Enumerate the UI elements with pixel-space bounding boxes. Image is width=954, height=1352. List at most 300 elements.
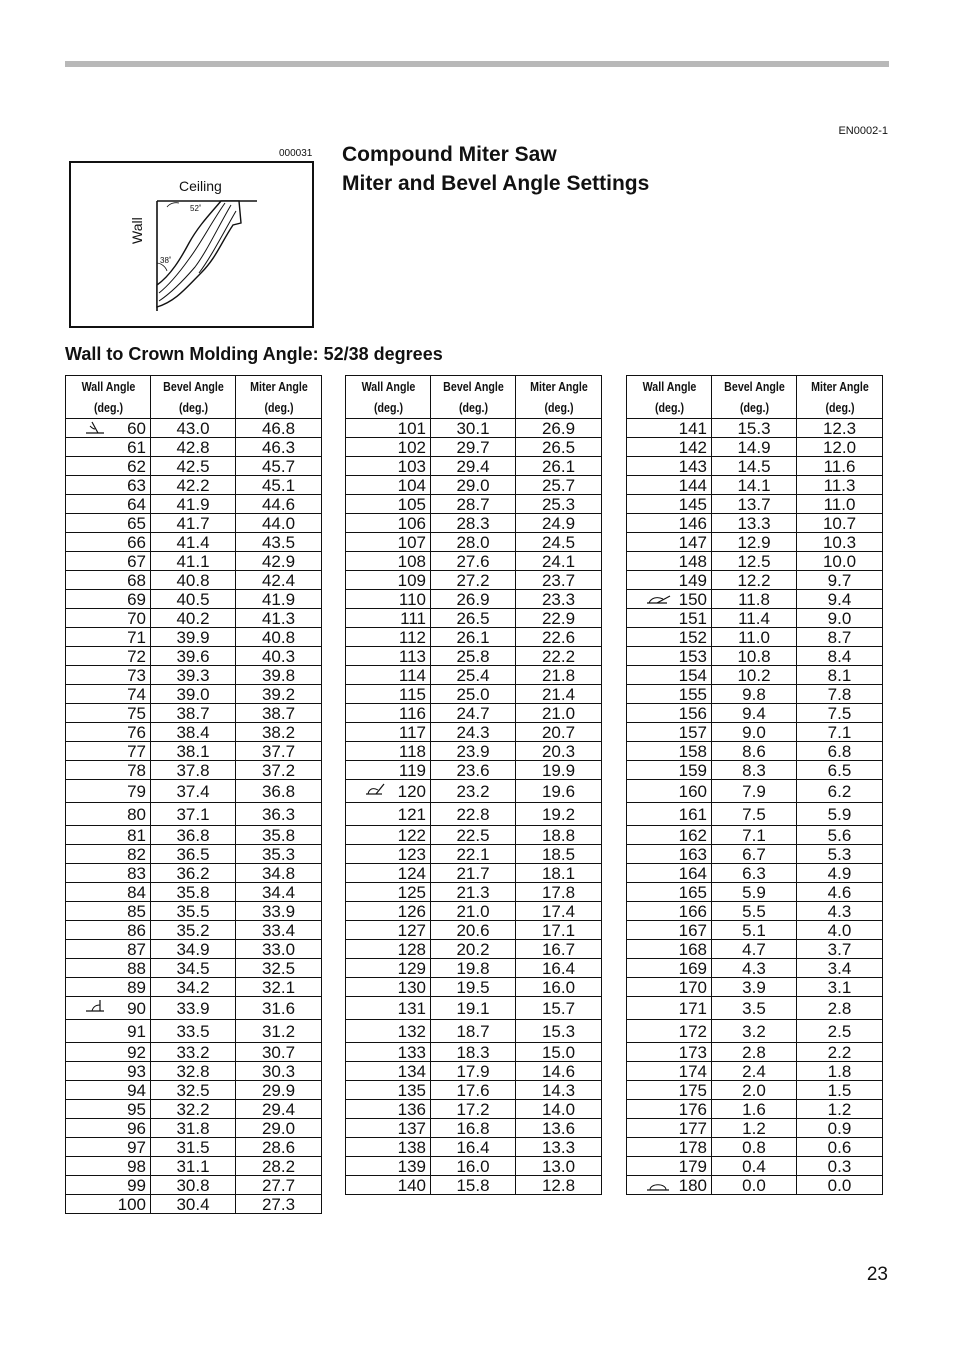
table-row: [66, 590, 322, 609]
wall-angle-cell: [66, 1176, 151, 1195]
header-unit: (deg.): [93, 400, 123, 415]
wall-angle-cell: [66, 864, 151, 883]
table-row: [346, 666, 602, 685]
wall-angle-value: 71: [127, 627, 146, 647]
wall-angle-value: 75: [127, 703, 146, 723]
wall-angle-value: 131: [397, 998, 426, 1018]
wall-angle-cell: [66, 704, 151, 723]
miter-angle-cell: 28.6: [236, 1138, 322, 1157]
table-row: [346, 647, 602, 666]
wall-angle-value: 129: [397, 958, 426, 978]
wall-angle-value: 80: [127, 804, 146, 824]
wall-angle-cell: [66, 628, 151, 647]
miter-angle-cell: 40.3: [236, 647, 322, 666]
wall-angle-cell: [627, 723, 712, 742]
miter-angle-cell: 11.3: [797, 476, 883, 495]
wall-angle-value: 166: [678, 901, 707, 921]
wall-angle-cell: [66, 571, 151, 590]
bevel-angle-cell: 32.8: [151, 1062, 236, 1081]
bevel-angle-cell: 20.2: [431, 940, 516, 959]
table-row: [66, 1081, 322, 1100]
wall-angle-cell: [346, 1157, 431, 1176]
table-row: [627, 514, 883, 533]
miter-angle-cell: 32.1: [236, 978, 322, 997]
wall-angle-cell: [627, 1176, 712, 1195]
table-row: [346, 514, 602, 533]
miter-angle-cell: 30.3: [236, 1062, 322, 1081]
miter-angle-cell: 43.5: [236, 533, 322, 552]
wall-angle-cell: [66, 666, 151, 685]
bevel-angle-cell: 12.2: [712, 571, 797, 590]
wall-angle-value: 116: [398, 703, 426, 723]
table-row: [346, 883, 602, 902]
miter-angle-cell: 45.1: [236, 476, 322, 495]
miter-angle-cell: 34.8: [236, 864, 322, 883]
table-row: [627, 803, 883, 826]
table-row: [346, 761, 602, 780]
section-subtitle: Wall to Crown Molding Angle: 52/38 degrees: [65, 344, 443, 364]
wall-angle-value: 90: [127, 998, 146, 1018]
table-row: [346, 1100, 602, 1119]
table-row: [627, 902, 883, 921]
miter-angle-cell: 26.5: [516, 438, 602, 457]
miter-angle-cell: 9.4: [797, 590, 883, 609]
header-label: Wall Angle: [361, 379, 415, 394]
miter-angle-cell: 0.3: [797, 1157, 883, 1176]
wall-angle-value: 89: [127, 977, 146, 997]
table-row: [346, 742, 602, 761]
bevel-angle-cell: 31.5: [151, 1138, 236, 1157]
table-row: [346, 723, 602, 742]
miter-angle-cell: 10.3: [797, 533, 883, 552]
bevel-angle-cell: 39.9: [151, 628, 236, 647]
bevel-angle-cell: 33.5: [151, 1020, 236, 1043]
header-unit: (deg.): [263, 400, 294, 415]
bevel-angle-cell: 29.0: [431, 476, 516, 495]
wall-angle-value: 143: [678, 456, 707, 476]
miter-angle-cell: 0.0: [797, 1176, 883, 1195]
wall-angle-cell: [627, 902, 712, 921]
wall-angle-value: 149: [678, 570, 707, 590]
wall-angle-value: 174: [678, 1061, 707, 1081]
wall-angle-value: 162: [678, 825, 707, 845]
miter-angle-cell: 2.2: [797, 1043, 883, 1062]
bevel-angle-cell: 12.5: [712, 552, 797, 571]
header-label: Miter Angle: [529, 379, 588, 394]
page-number: 23: [866, 1264, 888, 1285]
miter-angle-cell: 37.7: [236, 742, 322, 761]
wall-angle-cell: [346, 552, 431, 571]
miter-angle-cell: 2.8: [797, 997, 883, 1020]
wall-angle-value: 133: [397, 1042, 426, 1062]
miter-angle-cell: 12.8: [516, 1176, 602, 1195]
miter-angle-cell: 39.8: [236, 666, 322, 685]
wall-angle-cell: [627, 571, 712, 590]
wall-angle-cell: [627, 1157, 712, 1176]
wall-angle-value: 101: [397, 418, 426, 438]
wall-angle-cell: [66, 590, 151, 609]
wall-angle-cell: [346, 647, 431, 666]
miter-angle-cell: 45.7: [236, 457, 322, 476]
bevel-angle-cell: 3.9: [712, 978, 797, 997]
bevel-angle-cell: 34.2: [151, 978, 236, 997]
wall-angle-value: 79: [127, 781, 146, 801]
top-rule: [65, 61, 889, 67]
wall-angle-value: 134: [397, 1061, 426, 1081]
bevel-angle-cell: 30.1: [431, 419, 516, 438]
wall-angle-cell: [66, 419, 151, 438]
wall-angle-cell: [346, 419, 431, 438]
table-row: [66, 1020, 322, 1043]
wall-angle-value: 110: [398, 589, 426, 609]
table-row: [66, 609, 322, 628]
miter-angle-cell: 15.0: [516, 1043, 602, 1062]
wall-angle-value: 126: [397, 901, 426, 921]
table-row: [346, 780, 602, 803]
wall-angle-cell: [66, 761, 151, 780]
wall-angle-value: 102: [397, 437, 426, 457]
bevel-angle-cell: 30.4: [151, 1195, 236, 1214]
table-row: [346, 803, 602, 826]
bevel-angle-cell: 12.9: [712, 533, 797, 552]
wall-angle-value: 150: [678, 589, 707, 609]
table-row: [627, 552, 883, 571]
header-unit: (deg.): [178, 400, 208, 415]
wall-angle-value: 156: [678, 703, 707, 723]
wall-angle-cell: [346, 978, 431, 997]
wall-angle-value: 62: [127, 456, 146, 476]
miter-angle-cell: 41.3: [236, 609, 322, 628]
bevel-angle-cell: 24.3: [431, 723, 516, 742]
table-row: [66, 826, 322, 845]
miter-angle-cell: 8.7: [797, 628, 883, 647]
wall-angle-cell: [627, 590, 712, 609]
bevel-angle-cell: 22.5: [431, 826, 516, 845]
wall-angle-cell: [627, 845, 712, 864]
wall-angle-value: 139: [397, 1156, 426, 1176]
wall-angle-value: 115: [398, 684, 426, 704]
miter-angle-cell: 13.0: [516, 1157, 602, 1176]
wall-angle-value: 112: [398, 627, 426, 647]
wall-angle-cell: [627, 666, 712, 685]
wall-angle-cell: [346, 438, 431, 457]
table-row: [346, 476, 602, 495]
table-row: [627, 1138, 883, 1157]
wall-angle-value: 118: [398, 741, 426, 761]
miter-angle-cell: 25.7: [516, 476, 602, 495]
wall-angle-cell: [346, 780, 431, 803]
table-row: [627, 864, 883, 883]
wall-angle-cell: [346, 1100, 431, 1119]
wall-angle-cell: [66, 457, 151, 476]
angle-38-label: 38˚: [160, 256, 172, 265]
table-row: [346, 864, 602, 883]
bevel-angle-cell: 25.8: [431, 647, 516, 666]
wall-angle-cell: [66, 780, 151, 803]
bevel-angle-cell: 2.8: [712, 1043, 797, 1062]
wall-angle-value: 163: [678, 844, 707, 864]
wall-angle-cell: [66, 940, 151, 959]
table-row: [627, 666, 883, 685]
wall-angle-cell: [346, 1176, 431, 1195]
table-row: [346, 940, 602, 959]
bevel-angle-cell: 40.2: [151, 609, 236, 628]
wall-angle-cell: [66, 552, 151, 571]
miter-angle-cell: 46.3: [236, 438, 322, 457]
table-row: [66, 1100, 322, 1119]
wall-angle-value: 65: [127, 513, 146, 533]
wall-angle-value: 140: [397, 1175, 426, 1195]
wall-angle-180-icon: [645, 1178, 671, 1192]
figure-code: 000031: [279, 148, 313, 159]
wall-angle-cell: [66, 514, 151, 533]
table-row: [346, 997, 602, 1020]
wall-angle-value: 141: [678, 418, 707, 438]
column-header: [353, 376, 423, 419]
column-header: [634, 376, 704, 419]
bevel-angle-cell: 23.2: [431, 780, 516, 803]
bevel-angle-cell: 19.1: [431, 997, 516, 1020]
bevel-angle-cell: 9.0: [712, 723, 797, 742]
miter-angle-cell: 5.6: [797, 826, 883, 845]
bevel-angle-cell: 43.0: [151, 419, 236, 438]
miter-angle-cell: 9.7: [797, 571, 883, 590]
miter-angle-cell: 12.3: [797, 419, 883, 438]
angle-table-1: [65, 375, 322, 1214]
miter-angle-cell: 25.3: [516, 495, 602, 514]
wall-angle-value: 60: [127, 418, 146, 438]
wall-angle-value: 120: [397, 781, 426, 801]
table-row: [346, 704, 602, 723]
bevel-angle-cell: 35.5: [151, 902, 236, 921]
bevel-angle-cell: 21.0: [431, 902, 516, 921]
table-row: [66, 552, 322, 571]
table-row: [66, 742, 322, 761]
column-header: [438, 376, 508, 419]
miter-angle-cell: 22.2: [516, 647, 602, 666]
wall-angle-cell: [66, 921, 151, 940]
miter-angle-cell: 17.1: [516, 921, 602, 940]
miter-angle-cell: 33.4: [236, 921, 322, 940]
column-header: [719, 376, 789, 419]
table-row: [627, 940, 883, 959]
wall-angle-value: 85: [127, 901, 146, 921]
miter-angle-cell: 6.5: [797, 761, 883, 780]
wall-angle-value: 170: [678, 977, 707, 997]
miter-angle-cell: 19.9: [516, 761, 602, 780]
wall-angle-value: 87: [127, 939, 146, 959]
table-row: [66, 571, 322, 590]
wall-angle-cell: [66, 438, 151, 457]
miter-angle-cell: 1.2: [797, 1100, 883, 1119]
table-row: [627, 571, 883, 590]
wall-angle-cell: [346, 685, 431, 704]
wall-angle-cell: [346, 761, 431, 780]
table-row: [66, 647, 322, 666]
wall-angle-cell: [66, 1138, 151, 1157]
wall-angle-value: 161: [678, 804, 707, 824]
wall-angle-cell: [346, 864, 431, 883]
miter-angle-cell: 23.3: [516, 590, 602, 609]
column-header: [158, 376, 228, 419]
miter-angle-cell: 38.7: [236, 704, 322, 723]
bevel-angle-cell: 18.7: [431, 1020, 516, 1043]
wall-angle-value: 147: [678, 532, 707, 552]
table-row: [627, 826, 883, 845]
wall-angle-value: 98: [127, 1156, 146, 1176]
miter-angle-cell: 1.5: [797, 1081, 883, 1100]
miter-angle-cell: 33.0: [236, 940, 322, 959]
bevel-angle-cell: 24.7: [431, 704, 516, 723]
table-row: [346, 609, 602, 628]
table-row: [346, 1043, 602, 1062]
bevel-angle-cell: 17.9: [431, 1062, 516, 1081]
wall-angle-value: 159: [678, 760, 707, 780]
wall-angle-value: 104: [397, 475, 426, 495]
table-row: [346, 1176, 602, 1195]
wall-angle-value: 146: [678, 513, 707, 533]
wall-angle-value: 152: [678, 627, 707, 647]
bevel-angle-cell: 29.7: [431, 438, 516, 457]
wall-angle-cell: [346, 921, 431, 940]
wall-angle-value: 154: [678, 665, 707, 685]
table-row: [66, 940, 322, 959]
angle-table-3: [626, 375, 883, 1195]
bevel-angle-cell: 9.4: [712, 704, 797, 723]
miter-angle-cell: 24.1: [516, 552, 602, 571]
wall-angle-cell: [346, 514, 431, 533]
miter-angle-cell: 27.7: [236, 1176, 322, 1195]
bevel-angle-cell: 23.6: [431, 761, 516, 780]
bevel-angle-cell: 10.2: [712, 666, 797, 685]
wall-angle-value: 92: [127, 1042, 146, 1062]
miter-angle-cell: 3.7: [797, 940, 883, 959]
miter-angle-cell: 29.0: [236, 1119, 322, 1138]
bevel-angle-cell: 26.9: [431, 590, 516, 609]
wall-angle-cell: [627, 742, 712, 761]
wall-angle-cell: [346, 495, 431, 514]
wall-angle-value: 95: [127, 1099, 146, 1119]
wall-angle-value: 130: [397, 977, 426, 997]
wall-angle-cell: [66, 902, 151, 921]
miter-angle-cell: 7.8: [797, 685, 883, 704]
miter-angle-cell: 12.0: [797, 438, 883, 457]
header-unit: (deg.): [824, 400, 855, 415]
wall-angle-value: 105: [397, 494, 426, 514]
bevel-angle-cell: 38.4: [151, 723, 236, 742]
wall-angle-cell: [66, 1081, 151, 1100]
bevel-angle-cell: 36.5: [151, 845, 236, 864]
bevel-angle-cell: 42.8: [151, 438, 236, 457]
table-row: [66, 723, 322, 742]
bevel-angle-cell: 30.8: [151, 1176, 236, 1195]
miter-angle-cell: 17.4: [516, 902, 602, 921]
table-row: [346, 959, 602, 978]
table-row: [66, 666, 322, 685]
table-row: [627, 959, 883, 978]
miter-angle-cell: 21.8: [516, 666, 602, 685]
bevel-angle-cell: 39.3: [151, 666, 236, 685]
wall-angle-value: 125: [397, 882, 426, 902]
miter-angle-cell: 36.3: [236, 803, 322, 826]
miter-angle-cell: 26.9: [516, 419, 602, 438]
table-row: [627, 761, 883, 780]
bevel-angle-cell: 5.1: [712, 921, 797, 940]
table-row: [66, 761, 322, 780]
header-unit: (deg.): [543, 400, 574, 415]
table-row: [66, 1138, 322, 1157]
miter-angle-cell: 16.7: [516, 940, 602, 959]
wall-angle-cell: [66, 647, 151, 666]
miter-angle-cell: 23.7: [516, 571, 602, 590]
wall-angle-value: 103: [397, 456, 426, 476]
wall-angle-cell: [66, 685, 151, 704]
bevel-angle-cell: 25.4: [431, 666, 516, 685]
bevel-angle-cell: 0.8: [712, 1138, 797, 1157]
table-row: [627, 628, 883, 647]
wall-angle-value: 77: [127, 741, 146, 761]
wall-angle-cell: [66, 742, 151, 761]
wall-angle-cell: [66, 1119, 151, 1138]
miter-angle-cell: 21.4: [516, 685, 602, 704]
table-row: [627, 533, 883, 552]
table-row: [66, 685, 322, 704]
wall-angle-cell: [66, 1043, 151, 1062]
wall-angle-value: 175: [678, 1080, 707, 1100]
bevel-angle-cell: 26.5: [431, 609, 516, 628]
table-row: [66, 902, 322, 921]
table-row: [627, 419, 883, 438]
wall-angle-value: 122: [397, 825, 426, 845]
table-row: [346, 533, 602, 552]
bevel-angle-cell: 6.3: [712, 864, 797, 883]
column-header: [804, 376, 875, 419]
miter-angle-cell: 10.7: [797, 514, 883, 533]
wall-angle-cell: [66, 533, 151, 552]
table-row: [346, 552, 602, 571]
wall-angle-cell: [346, 803, 431, 826]
bevel-angle-cell: 7.9: [712, 780, 797, 803]
wall-angle-cell: [346, 826, 431, 845]
wall-angle-value: 121: [397, 804, 426, 824]
wall-angle-cell: [627, 704, 712, 723]
wall-angle-value: 96: [127, 1118, 146, 1138]
wall-angle-value: 86: [127, 920, 146, 940]
bevel-angle-cell: 23.9: [431, 742, 516, 761]
wall-angle-cell: [346, 666, 431, 685]
table-row: [346, 1020, 602, 1043]
table-row: [627, 476, 883, 495]
bevel-angle-cell: 38.1: [151, 742, 236, 761]
wall-angle-cell: [346, 845, 431, 864]
miter-angle-cell: 40.8: [236, 628, 322, 647]
wall-angle-60-icon: [84, 421, 106, 435]
bevel-angle-cell: 14.9: [712, 438, 797, 457]
wall-angle-cell: [627, 495, 712, 514]
bevel-angle-cell: 22.8: [431, 803, 516, 826]
page-title: [342, 140, 649, 198]
miter-angle-cell: 33.9: [236, 902, 322, 921]
title-line-2: Miter and Bevel Angle Settings: [342, 172, 650, 195]
bevel-angle-cell: 29.4: [431, 457, 516, 476]
bevel-angle-cell: 0.4: [712, 1157, 797, 1176]
wall-angle-cell: [627, 552, 712, 571]
wall-angle-cell: [627, 419, 712, 438]
miter-angle-cell: 9.0: [797, 609, 883, 628]
bevel-angle-cell: 19.5: [431, 978, 516, 997]
wall-angle-value: 81: [127, 825, 146, 845]
bevel-angle-cell: 13.3: [712, 514, 797, 533]
